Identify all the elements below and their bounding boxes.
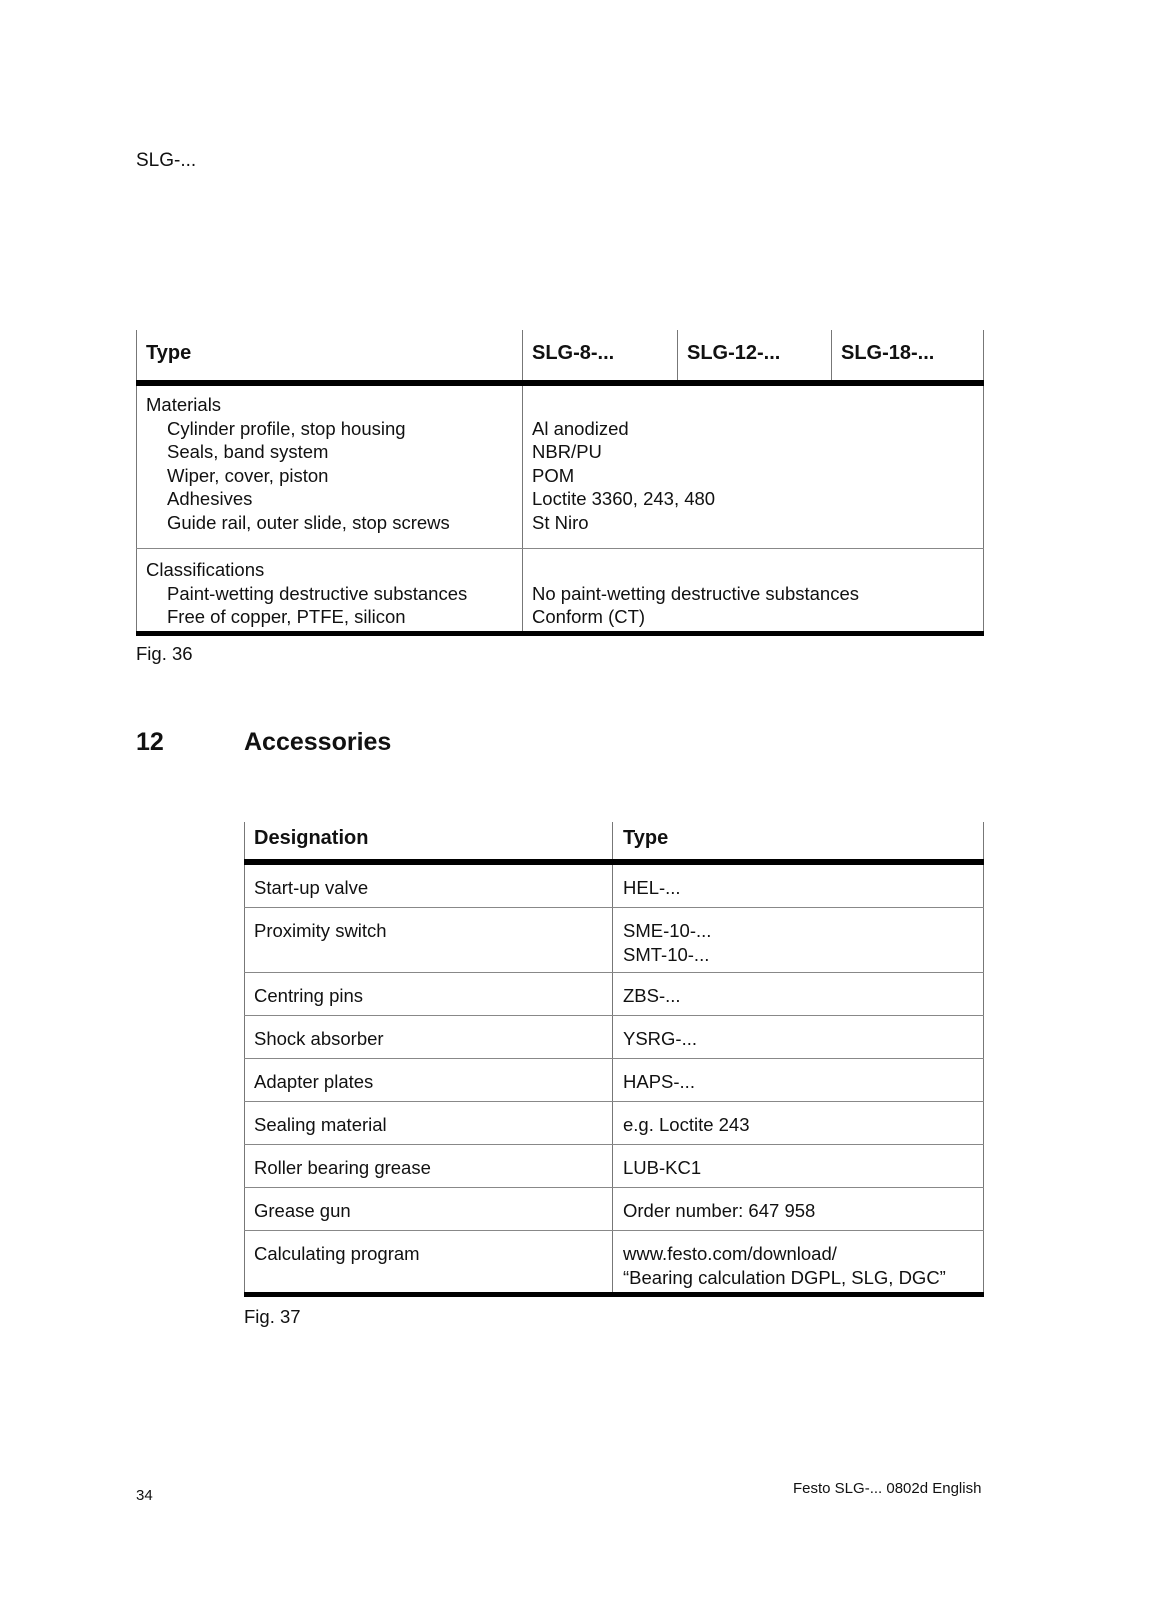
classification-value: Conform (CT) [532, 606, 646, 627]
type-cell: ZBS-... [623, 985, 681, 1006]
type-cell: LUB-KC1 [623, 1157, 702, 1178]
material-value: POM [532, 464, 575, 486]
designation-cell: Proximity switch [254, 920, 387, 941]
accessories-table [244, 822, 984, 1297]
figure-caption: Fig. 37 [244, 1306, 301, 1327]
classification-label: Free of copper, PTFE, silicon [167, 606, 406, 627]
column-header-type: Type [623, 827, 669, 849]
classifications-section [136, 549, 984, 631]
classification-label: Paint-wetting destructive substances [167, 582, 468, 604]
designation-cell: Shock absorber [254, 1028, 384, 1049]
table-row [244, 1016, 984, 1059]
table-row [244, 1102, 984, 1145]
type-cell: Order number: 647 958 [623, 1200, 816, 1221]
materials-section [136, 386, 984, 548]
designation-cell: Roller bearing grease [254, 1157, 431, 1178]
designation-cell: Sealing material [254, 1114, 387, 1135]
table-row [244, 1145, 984, 1188]
bottom-rule [136, 631, 984, 636]
section-number: 12 [136, 728, 164, 756]
column-header-slg-8: SLG-8-... [532, 342, 615, 364]
designation-cell: Calculating program [254, 1243, 420, 1264]
column-header-slg-18: SLG-18-... [841, 342, 935, 364]
type-cell: YSRG-... [623, 1028, 698, 1049]
page-number: 34 [136, 1487, 153, 1504]
footer-doc-info: Festo SLG-... 0802d English [793, 1480, 982, 1497]
running-header: SLG-... [136, 150, 197, 171]
designation-cell: Start-up valve [254, 877, 369, 898]
column-header-designation: Designation [254, 827, 369, 849]
type-cell: SME-10-... [623, 920, 712, 941]
accessories-table-header [244, 822, 984, 859]
designation-cell: Grease gun [254, 1200, 351, 1221]
type-cell: e.g. Loctite 243 [623, 1114, 750, 1135]
materials-table-header [136, 330, 984, 380]
designation-cell: Centring pins [254, 985, 364, 1006]
material-label: Wiper, cover, piston [167, 464, 329, 486]
material-label: Adhesives [167, 488, 253, 509]
material-label: Cylinder profile, stop housing [167, 417, 406, 439]
figure-caption: Fig. 36 [136, 643, 193, 664]
type-cell: SMT-10-... [623, 943, 710, 965]
materials-table [136, 330, 984, 636]
material-value: NBR/PU [532, 441, 602, 462]
table-row [244, 908, 984, 973]
material-value: Al anodized [532, 417, 629, 439]
column-header-type: Type [146, 342, 192, 364]
type-cell: www.festo.com/download/ [623, 1243, 837, 1264]
type-cell: “Bearing calculation DGPL, SLG, DGC” [623, 1266, 946, 1288]
table-row [244, 1059, 984, 1102]
material-value: Loctite 3360, 243, 480 [532, 488, 716, 509]
table-row [244, 1188, 984, 1231]
section-title: Accessories [244, 728, 392, 756]
column-header-slg-12: SLG-12-... [687, 342, 781, 364]
table-row [244, 865, 984, 908]
material-label: Guide rail, outer slide, stop screws [167, 511, 450, 533]
table-row [244, 1231, 984, 1292]
type-cell: HAPS-... [623, 1071, 695, 1092]
classification-value: No paint-wetting destructive substances [532, 582, 860, 604]
material-value: St Niro [532, 511, 589, 533]
bottom-rule [244, 1292, 984, 1297]
section-heading: Materials [146, 394, 222, 415]
table-row [244, 973, 984, 1016]
section-heading: Classifications [146, 559, 265, 580]
designation-cell: Adapter plates [254, 1071, 374, 1092]
accessories-body [244, 865, 984, 1292]
material-label: Seals, band system [167, 441, 329, 462]
type-cell: HEL-... [623, 877, 681, 898]
